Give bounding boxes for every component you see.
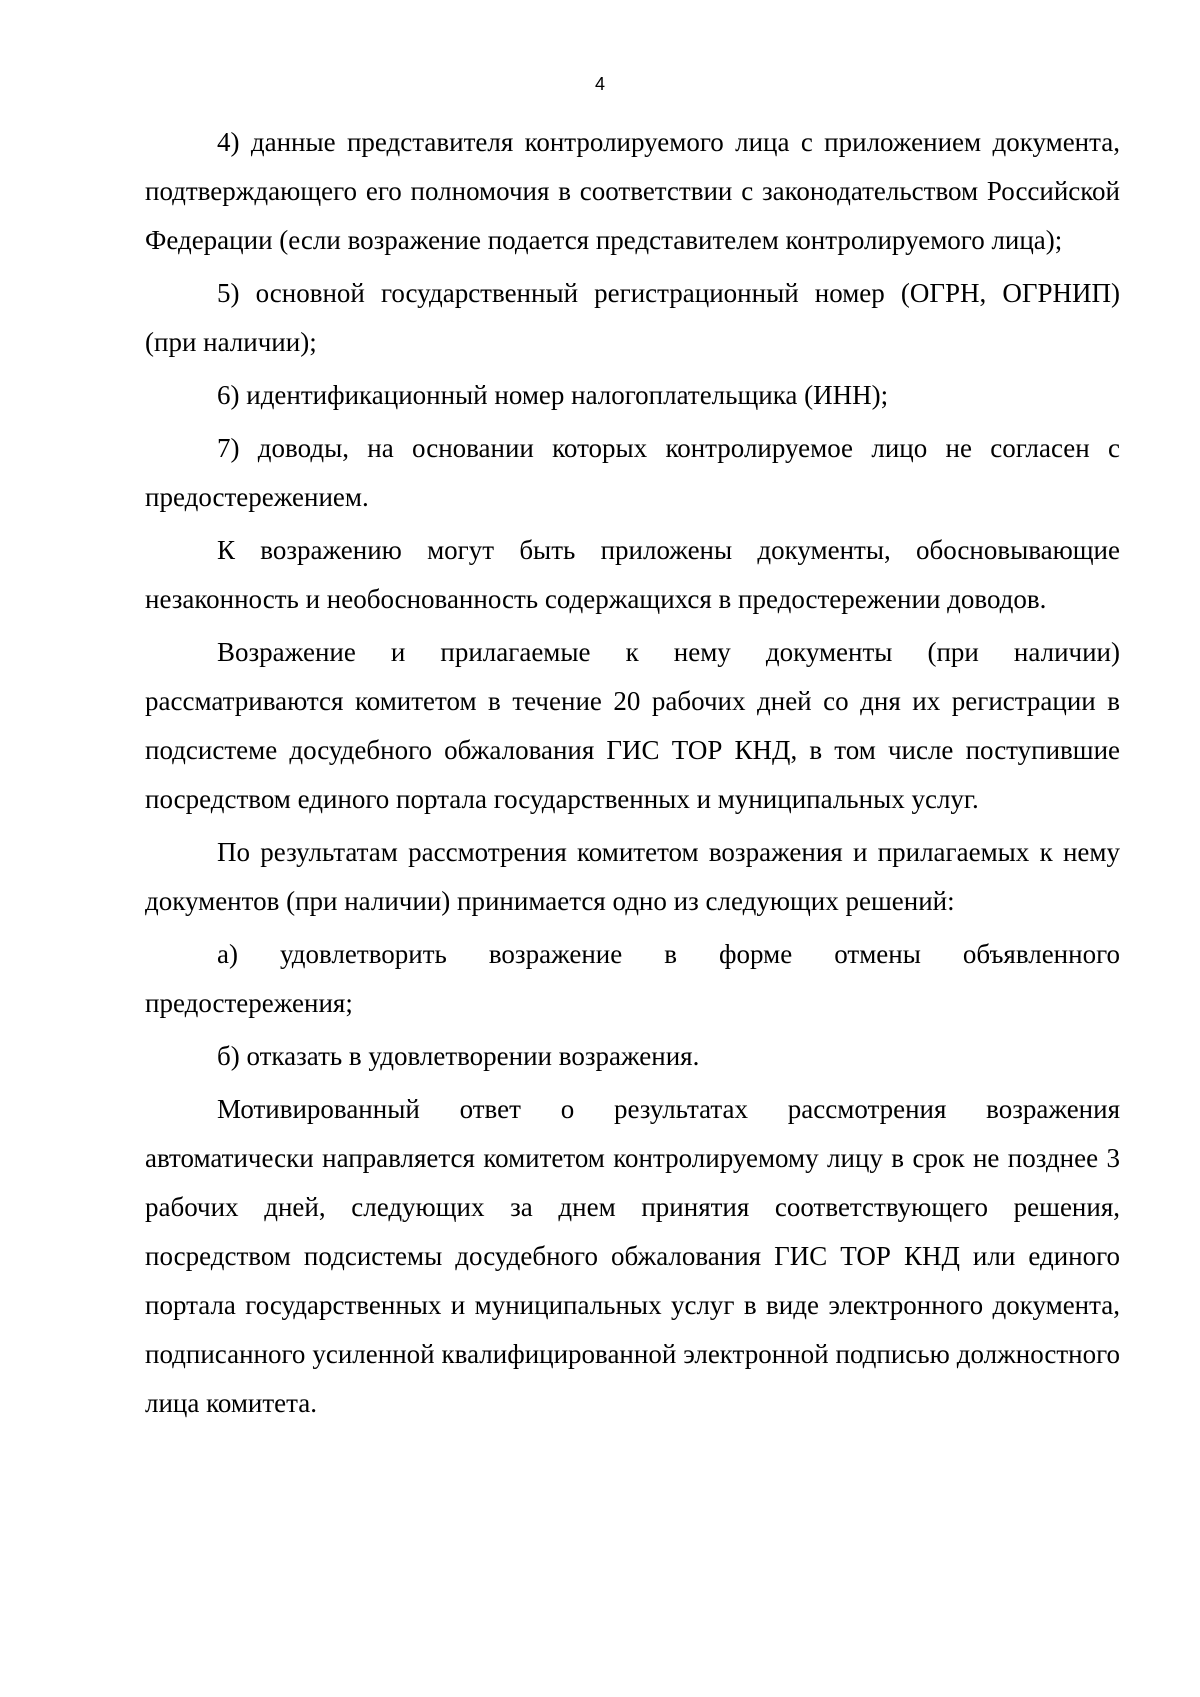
paragraph-decision-a: а) удовлетворить возражение в форме отмены объявленного предостережения; (145, 939, 1120, 1018)
paragraph-decision-b: б) отказать в удовлетворении возражения. (217, 1041, 700, 1071)
paragraph-motivated-response: Мотивированный ответ о результатах рассмотрения возражения автоматически направляется комитетом контролируемому лицу в срок не позднее 3 рабочих дней, следующих за днем принятия соответствующего решения, посредством подсистемы досудебного обжалования ГИС ТОР КНД или единого портала государственных и муниципальных услуг в виде электронного документа, подписанного усиленной квалифицированной электронной подписью должностного лица комитета. (145, 1094, 1120, 1418)
document-body (145, 118, 1120, 1432)
paragraph-decisions-intro: По результатам рассмотрения комитетом возражения и прилагаемых к нему документов (при наличии) принимается одно из следующих решений: (145, 837, 1120, 916)
paragraph-item-5: 5) основной государственный регистрационный номер (ОГРН, ОГРНИП) (при наличии); (145, 278, 1120, 357)
paragraph-item-7: 7) доводы, на основании которых контролируемое лицо не согласен с предостережением. (145, 433, 1120, 512)
page-number: 4 (594, 74, 605, 94)
paragraph-review-term: Возражение и прилагаемые к нему документы (при наличии) рассматриваются комитетом в течение 20 рабочих дней со дня их регистрации в подсистеме досудебного обжалования ГИС ТОР КНД, в том числе поступившие посредством единого портала государственных и муниципальных услуг. (145, 637, 1120, 814)
paragraph-attachments: К возражению могут быть приложены документы, обосновывающие незаконность и необоснованность содержащихся в предостережении доводов. (145, 535, 1120, 614)
paragraph-item-4: 4) данные представителя контролируемого лица с приложением документа, подтверждающего его полномочия в соответствии с законодательством Российской Федерации (если возражение подается представителем контролируемого лица); (145, 127, 1120, 255)
paragraph-item-6: 6) идентификационный номер налогоплательщика (ИНН); (217, 380, 889, 410)
